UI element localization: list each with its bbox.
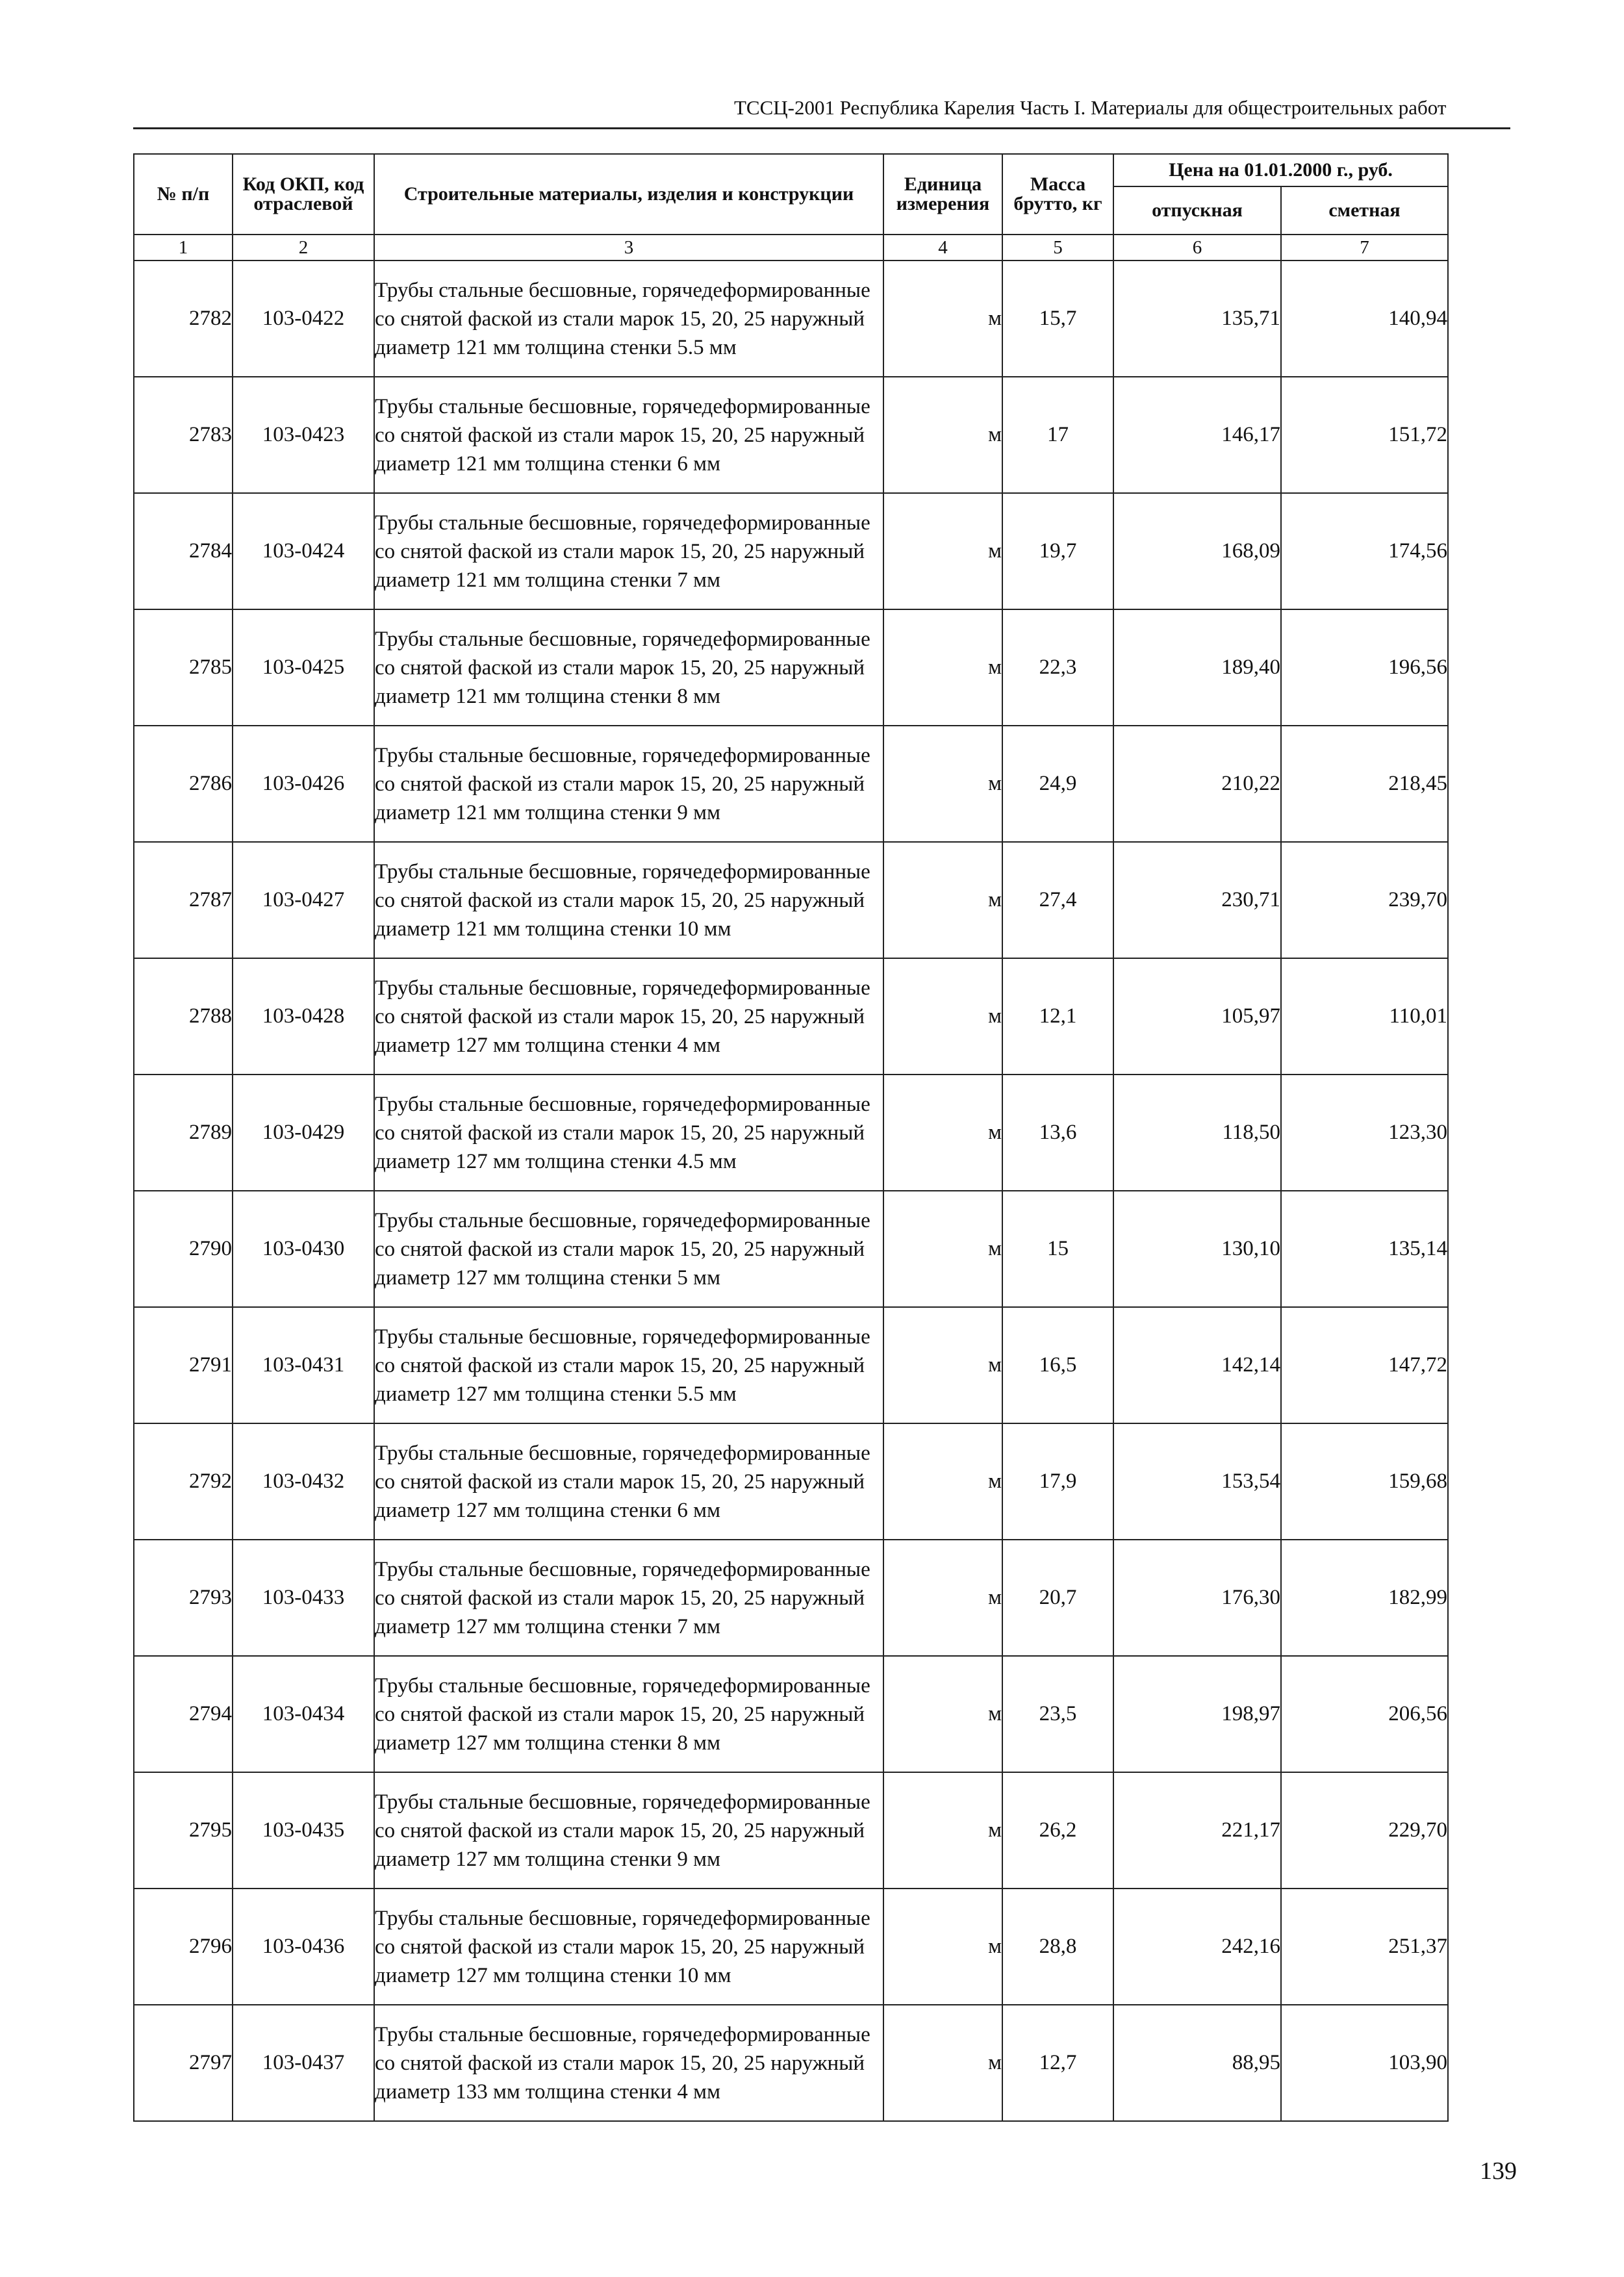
release-price-cell: 142,14 bbox=[1113, 1307, 1281, 1423]
unit-cell: м bbox=[883, 261, 1002, 377]
row-number-cell: 2793 bbox=[134, 1540, 233, 1656]
okp-code-cell: 103-0423 bbox=[233, 377, 374, 493]
table-row bbox=[134, 726, 1448, 842]
unit-cell: м bbox=[883, 842, 1002, 958]
gross-mass-cell: 15,7 bbox=[1002, 261, 1113, 377]
okp-code-cell: 103-0428 bbox=[233, 958, 374, 1075]
material-name-cell: Трубы стальные бесшовные, горячедеформированные со снятой фаской из стали марок 15, 20, 25 наружный диаметр 121 мм толщина стенки 9 мм bbox=[374, 726, 883, 842]
unit-cell: м bbox=[883, 1423, 1002, 1540]
page-header: ТССЦ-2001 Республика Карелия Часть I. Материалы для общестроительных работ bbox=[734, 96, 1447, 119]
release-price-cell: 135,71 bbox=[1113, 261, 1281, 377]
estimate-price-cell: 147,72 bbox=[1281, 1307, 1448, 1423]
estimate-price-cell: 182,99 bbox=[1281, 1540, 1448, 1656]
okp-code-cell: 103-0435 bbox=[233, 1772, 374, 1889]
gross-mass-cell: 19,7 bbox=[1002, 493, 1113, 609]
row-number-cell: 2782 bbox=[134, 261, 233, 377]
header-price-release: отпускная bbox=[1113, 186, 1281, 235]
table-row bbox=[134, 493, 1448, 609]
estimate-price-cell: 151,72 bbox=[1281, 377, 1448, 493]
release-price-cell: 153,54 bbox=[1113, 1423, 1281, 1540]
release-price-cell: 189,40 bbox=[1113, 609, 1281, 726]
okp-code-cell: 103-0433 bbox=[233, 1540, 374, 1656]
unit-cell: м bbox=[883, 609, 1002, 726]
release-price-cell: 242,16 bbox=[1113, 1889, 1281, 2005]
unit-cell: м bbox=[883, 1191, 1002, 1307]
gross-mass-cell: 28,8 bbox=[1002, 1889, 1113, 2005]
table-row bbox=[134, 609, 1448, 726]
release-price-cell: 210,22 bbox=[1113, 726, 1281, 842]
okp-code-cell: 103-0424 bbox=[233, 493, 374, 609]
gross-mass-cell: 20,7 bbox=[1002, 1540, 1113, 1656]
gross-mass-cell: 12,1 bbox=[1002, 958, 1113, 1075]
material-name-cell: Трубы стальные бесшовные, горячедеформированные со снятой фаской из стали марок 15, 20, 25 наружный диаметр 127 мм толщина стенки 5.5 мм bbox=[374, 1307, 883, 1423]
estimate-price-cell: 229,70 bbox=[1281, 1772, 1448, 1889]
okp-code-cell: 103-0436 bbox=[233, 1889, 374, 2005]
header-code: Код ОКП, код отраслевой bbox=[233, 154, 374, 235]
gross-mass-cell: 22,3 bbox=[1002, 609, 1113, 726]
estimate-price-cell: 103,90 bbox=[1281, 2005, 1448, 2121]
page-number: 139 bbox=[1480, 2157, 1517, 2185]
okp-code-cell: 103-0432 bbox=[233, 1423, 374, 1540]
table-row bbox=[134, 261, 1448, 377]
material-name-cell: Трубы стальные бесшовные, горячедеформированные со снятой фаской из стали марок 15, 20, 25 наружный диаметр 133 мм толщина стенки 4 мм bbox=[374, 2005, 883, 2121]
release-price-cell: 105,97 bbox=[1113, 958, 1281, 1075]
material-name-cell: Трубы стальные бесшовные, горячедеформированные со снятой фаской из стали марок 15, 20, 25 наружный диаметр 121 мм толщина стенки 7 мм bbox=[374, 493, 883, 609]
unit-cell: м bbox=[883, 1075, 1002, 1191]
table-row bbox=[134, 1191, 1448, 1307]
row-number-cell: 2786 bbox=[134, 726, 233, 842]
estimate-price-cell: 140,94 bbox=[1281, 261, 1448, 377]
material-name-cell: Трубы стальные бесшовные, горячедеформированные со снятой фаской из стали марок 15, 20, 25 наружный диаметр 127 мм толщина стенки 5 мм bbox=[374, 1191, 883, 1307]
okp-code-cell: 103-0429 bbox=[233, 1075, 374, 1191]
header-name: Строительные материалы, изделия и конструкции bbox=[374, 154, 883, 235]
column-number: 4 bbox=[883, 235, 1002, 261]
column-number: 6 bbox=[1113, 235, 1281, 261]
column-number: 7 bbox=[1281, 235, 1448, 261]
release-price-cell: 168,09 bbox=[1113, 493, 1281, 609]
estimate-price-cell: 110,01 bbox=[1281, 958, 1448, 1075]
material-name-cell: Трубы стальные бесшовные, горячедеформированные со снятой фаской из стали марок 15, 20, 25 наружный диаметр 121 мм толщина стенки 6 мм bbox=[374, 377, 883, 493]
okp-code-cell: 103-0437 bbox=[233, 2005, 374, 2121]
okp-code-cell: 103-0425 bbox=[233, 609, 374, 726]
unit-cell: м bbox=[883, 1656, 1002, 1772]
table-row bbox=[134, 1075, 1448, 1191]
estimate-price-cell: 159,68 bbox=[1281, 1423, 1448, 1540]
unit-cell: м bbox=[883, 726, 1002, 842]
column-number-row bbox=[134, 235, 1448, 261]
row-number-cell: 2791 bbox=[134, 1307, 233, 1423]
material-name-cell: Трубы стальные бесшовные, горячедеформированные со снятой фаской из стали марок 15, 20, 25 наружный диаметр 127 мм толщина стенки 10 мм bbox=[374, 1889, 883, 2005]
row-number-cell: 2796 bbox=[134, 1889, 233, 2005]
release-price-cell: 198,97 bbox=[1113, 1656, 1281, 1772]
row-number-cell: 2783 bbox=[134, 377, 233, 493]
release-price-cell: 130,10 bbox=[1113, 1191, 1281, 1307]
row-number-cell: 2790 bbox=[134, 1191, 233, 1307]
material-name-cell: Трубы стальные бесшовные, горячедеформированные со снятой фаской из стали марок 15, 20, 25 наружный диаметр 127 мм толщина стенки 9 мм bbox=[374, 1772, 883, 1889]
release-price-cell: 230,71 bbox=[1113, 842, 1281, 958]
okp-code-cell: 103-0434 bbox=[233, 1656, 374, 1772]
gross-mass-cell: 12,7 bbox=[1002, 2005, 1113, 2121]
unit-cell: м bbox=[883, 1307, 1002, 1423]
row-number-cell: 2789 bbox=[134, 1075, 233, 1191]
column-number: 1 bbox=[134, 235, 233, 261]
estimate-price-cell: 206,56 bbox=[1281, 1656, 1448, 1772]
release-price-cell: 146,17 bbox=[1113, 377, 1281, 493]
material-name-cell: Трубы стальные бесшовные, горячедеформированные со снятой фаской из стали марок 15, 20, 25 наружный диаметр 121 мм толщина стенки 5.5 мм bbox=[374, 261, 883, 377]
row-number-cell: 2792 bbox=[134, 1423, 233, 1540]
row-number-cell: 2788 bbox=[134, 958, 233, 1075]
table-row bbox=[134, 1307, 1448, 1423]
header-price-estimate: сметная bbox=[1281, 186, 1448, 235]
estimate-price-cell: 123,30 bbox=[1281, 1075, 1448, 1191]
gross-mass-cell: 27,4 bbox=[1002, 842, 1113, 958]
material-name-cell: Трубы стальные бесшовные, горячедеформированные со снятой фаской из стали марок 15, 20, 25 наружный диаметр 127 мм толщина стенки 8 мм bbox=[374, 1656, 883, 1772]
material-name-cell: Трубы стальные бесшовные, горячедеформированные со снятой фаской из стали марок 15, 20, 25 наружный диаметр 127 мм толщина стенки 4.5 мм bbox=[374, 1075, 883, 1191]
unit-cell: м bbox=[883, 1889, 1002, 2005]
unit-cell: м bbox=[883, 958, 1002, 1075]
row-number-cell: 2797 bbox=[134, 2005, 233, 2121]
header-rule bbox=[133, 127, 1510, 129]
okp-code-cell: 103-0422 bbox=[233, 261, 374, 377]
table-row bbox=[134, 1772, 1448, 1889]
row-number-cell: 2794 bbox=[134, 1656, 233, 1772]
material-name-cell: Трубы стальные бесшовные, горячедеформированные со снятой фаской из стали марок 15, 20, 25 наружный диаметр 127 мм толщина стенки 6 мм bbox=[374, 1423, 883, 1540]
gross-mass-cell: 23,5 bbox=[1002, 1656, 1113, 1772]
release-price-cell: 88,95 bbox=[1113, 2005, 1281, 2121]
okp-code-cell: 103-0427 bbox=[233, 842, 374, 958]
header-price-group: Цена на 01.01.2000 г., руб. bbox=[1113, 154, 1448, 186]
material-name-cell: Трубы стальные бесшовные, горячедеформированные со снятой фаской из стали марок 15, 20, 25 наружный диаметр 121 мм толщина стенки 8 мм bbox=[374, 609, 883, 726]
materials-table bbox=[133, 153, 1449, 2122]
gross-mass-cell: 26,2 bbox=[1002, 1772, 1113, 1889]
table-row bbox=[134, 1656, 1448, 1772]
gross-mass-cell: 24,9 bbox=[1002, 726, 1113, 842]
table-row bbox=[134, 958, 1448, 1075]
column-number: 5 bbox=[1002, 235, 1113, 261]
row-number-cell: 2795 bbox=[134, 1772, 233, 1889]
estimate-price-cell: 174,56 bbox=[1281, 493, 1448, 609]
column-number: 2 bbox=[233, 235, 374, 261]
table-row bbox=[134, 1889, 1448, 2005]
estimate-price-cell: 135,14 bbox=[1281, 1191, 1448, 1307]
material-name-cell: Трубы стальные бесшовные, горячедеформированные со снятой фаской из стали марок 15, 20, 25 наружный диаметр 121 мм толщина стенки 10 мм bbox=[374, 842, 883, 958]
gross-mass-cell: 17 bbox=[1002, 377, 1113, 493]
unit-cell: м bbox=[883, 493, 1002, 609]
release-price-cell: 221,17 bbox=[1113, 1772, 1281, 1889]
row-number-cell: 2785 bbox=[134, 609, 233, 726]
row-number-cell: 2787 bbox=[134, 842, 233, 958]
gross-mass-cell: 13,6 bbox=[1002, 1075, 1113, 1191]
table-row bbox=[134, 842, 1448, 958]
table-row bbox=[134, 1423, 1448, 1540]
okp-code-cell: 103-0430 bbox=[233, 1191, 374, 1307]
gross-mass-cell: 16,5 bbox=[1002, 1307, 1113, 1423]
estimate-price-cell: 196,56 bbox=[1281, 609, 1448, 726]
header-n: № п/п bbox=[134, 154, 233, 235]
header-unit: Единица измерения bbox=[883, 154, 1002, 235]
release-price-cell: 176,30 bbox=[1113, 1540, 1281, 1656]
gross-mass-cell: 15 bbox=[1002, 1191, 1113, 1307]
okp-code-cell: 103-0426 bbox=[233, 726, 374, 842]
table-row bbox=[134, 1540, 1448, 1656]
table-row bbox=[134, 377, 1448, 493]
gross-mass-cell: 17,9 bbox=[1002, 1423, 1113, 1540]
okp-code-cell: 103-0431 bbox=[233, 1307, 374, 1423]
column-number: 3 bbox=[374, 235, 883, 261]
table-row bbox=[134, 2005, 1448, 2121]
row-number-cell: 2784 bbox=[134, 493, 233, 609]
estimate-price-cell: 218,45 bbox=[1281, 726, 1448, 842]
release-price-cell: 118,50 bbox=[1113, 1075, 1281, 1191]
unit-cell: м bbox=[883, 1540, 1002, 1656]
estimate-price-cell: 239,70 bbox=[1281, 842, 1448, 958]
material-name-cell: Трубы стальные бесшовные, горячедеформированные со снятой фаской из стали марок 15, 20, 25 наружный диаметр 127 мм толщина стенки 4 мм bbox=[374, 958, 883, 1075]
unit-cell: м bbox=[883, 1772, 1002, 1889]
unit-cell: м bbox=[883, 2005, 1002, 2121]
material-name-cell: Трубы стальные бесшовные, горячедеформированные со снятой фаской из стали марок 15, 20, 25 наружный диаметр 127 мм толщина стенки 7 мм bbox=[374, 1540, 883, 1656]
unit-cell: м bbox=[883, 377, 1002, 493]
header-mass: Масса брутто, кг bbox=[1002, 154, 1113, 235]
estimate-price-cell: 251,37 bbox=[1281, 1889, 1448, 2005]
